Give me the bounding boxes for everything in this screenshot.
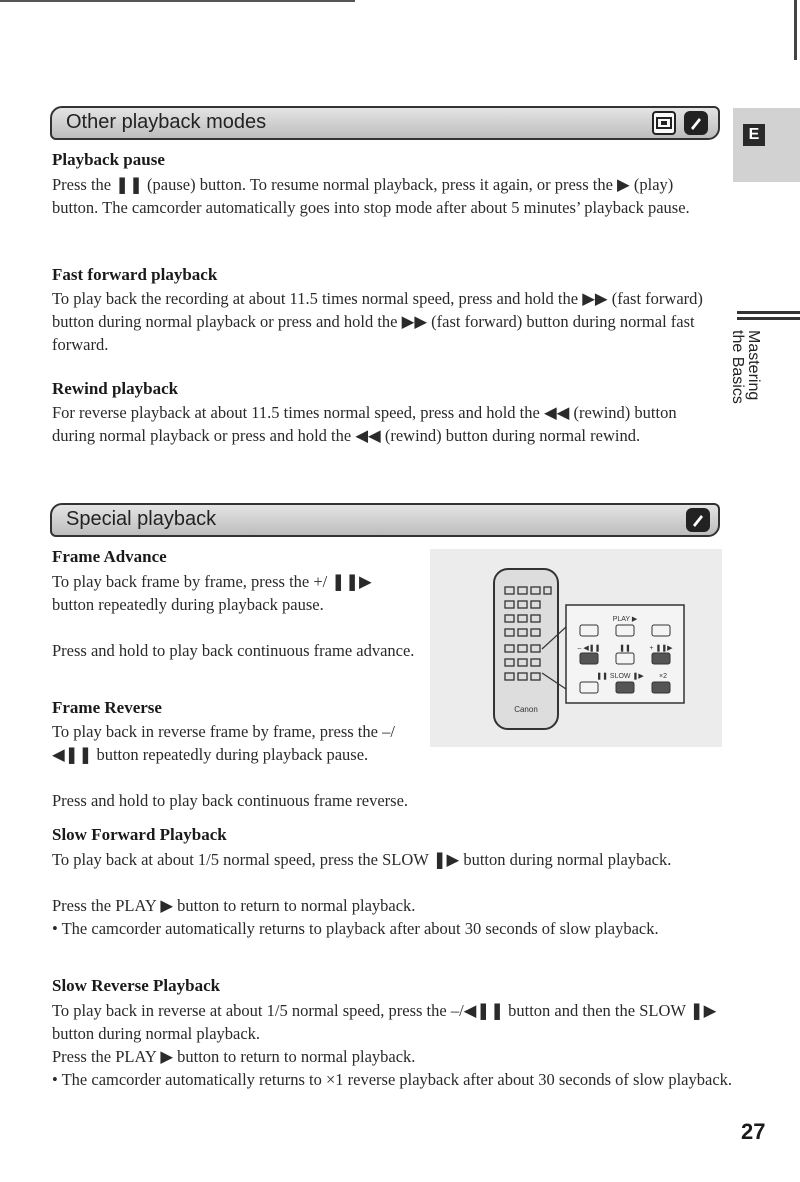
- text-frame-reverse: To play back in reverse frame by frame, press the –/◀❚❚ button repeatedly during playback pause.: [52, 722, 395, 764]
- text-fast-forward: To play back the recording at about 11.5 times normal speed, press and hold the ▶▶ (fast forward) button during normal playback or press and hold the ▶▶ (fast forward) button during normal fast forward.: [52, 289, 703, 354]
- heading-frame-reverse: Frame Reverse: [52, 698, 162, 717]
- text-frame-reverse-hold: Press and hold to play back continuous frame reverse.: [52, 791, 409, 810]
- heading-rewind: Rewind playback: [52, 379, 179, 398]
- heading-frame-advance: Frame Advance: [52, 547, 167, 566]
- text-playback-pause: Press the ❚❚ (pause) button. To resume normal playback, press it again, or press the ▶ (play) button. The camcorder automatically goes into stop mode after about 5 minutes’ playback pause.: [52, 175, 690, 217]
- heading-slow-forward: Slow Forward Playback: [52, 825, 227, 844]
- bullet-slow-forward: • The camcorder automatically returns to playback after about 30 seconds of slow playback.: [52, 919, 659, 938]
- svg-text:×2: ×2: [659, 673, 667, 680]
- text-slow-forward: To play back at about 1/5 normal speed, press the SLOW ❚▶ button during normal playback.: [52, 850, 672, 869]
- text-frame-advance-hold: Press and hold to play back continuous frame advance.: [52, 641, 415, 660]
- bullet-slow-reverse: • The camcorder automatically returns to ×1 reverse playback after about 30 seconds of slow playback.: [52, 1070, 733, 1089]
- pen-icon: [684, 111, 708, 135]
- text-slow-forward-return: Press the PLAY ▶ button to return to normal playback.: [52, 896, 416, 915]
- side-tab-label: [731, 330, 761, 426]
- text-slow-reverse: To play back in reverse at about 1/5 normal speed, press the –/◀❚❚ button and then the SLOW ❚▶ button during normal playback.: [52, 1001, 717, 1043]
- side-tab-line2: the Basics: [729, 330, 746, 404]
- section-header-special-playback: [50, 503, 720, 537]
- svg-text:– ◀❚❚: – ◀❚❚: [577, 645, 601, 652]
- text-frame-advance: To play back frame by frame, press the +/ ❚❚▶ button repeatedly during playback pause.: [52, 572, 372, 614]
- svg-text:❚❚ SLOW ❚▶: ❚❚ SLOW ❚▶: [596, 673, 644, 680]
- top-rule: [0, 0, 355, 2]
- heading-playback-pause: Playback pause: [52, 150, 165, 169]
- language-badge: E: [743, 124, 765, 146]
- heading-slow-reverse: Slow Reverse Playback: [52, 976, 221, 995]
- svg-text:❚❚: ❚❚: [619, 645, 631, 652]
- text-rewind: For reverse playback at about 11.5 times normal speed, press and hold the ◀◀ (rewind) button during normal playback or press and hold the ◀◀ (rewind) button during normal rewind.: [52, 403, 677, 445]
- section-title: Special playback: [66, 508, 217, 530]
- side-tab-lines: [737, 311, 800, 323]
- page-number: 27: [741, 1119, 766, 1144]
- heading-fast-forward: Fast forward playback: [52, 265, 218, 284]
- side-tab-line1: Mastering: [745, 330, 762, 401]
- section-header-other-playback: [50, 106, 720, 140]
- section-title: Other playback modes: [66, 111, 267, 133]
- remote-brand: Canon: [514, 705, 538, 714]
- svg-text:+ ❚❚▶: + ❚❚▶: [649, 645, 673, 652]
- remote-control-illustration: [430, 549, 722, 747]
- right-edge-rule: [794, 0, 797, 60]
- text-slow-reverse-return: Press the PLAY ▶ button to return to normal playback.: [52, 1047, 416, 1066]
- svg-text:PLAY ▶: PLAY ▶: [612, 616, 638, 623]
- video-cassette-icon: [652, 111, 676, 135]
- pen-icon: [686, 508, 710, 532]
